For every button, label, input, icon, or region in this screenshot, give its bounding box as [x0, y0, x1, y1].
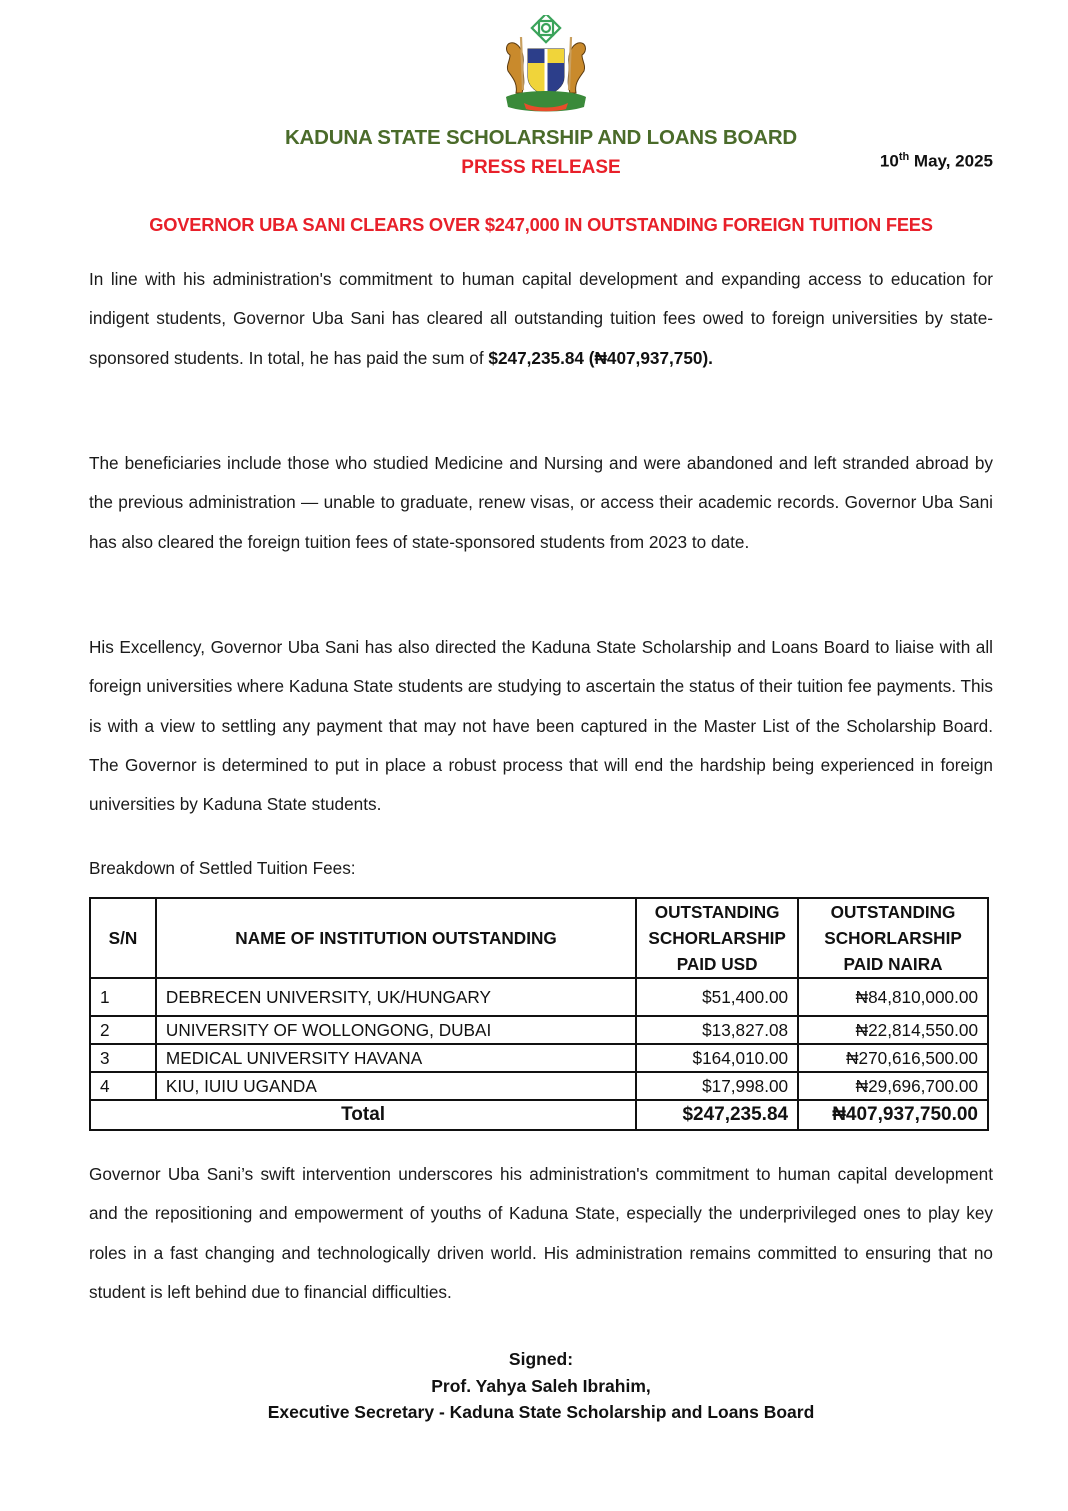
cell-institution: UNIVERSITY OF WOLLONGONG, DUBAI	[156, 1016, 636, 1044]
document-type-label: PRESS RELEASE	[461, 157, 621, 178]
cell-institution: KIU, IUIU UGANDA	[156, 1072, 636, 1100]
header-usd-line3: PAID USD	[676, 954, 758, 974]
cell-usd: $51,400.00	[636, 978, 798, 1016]
table-row	[90, 1044, 988, 1072]
paragraph-intro	[89, 260, 993, 378]
header-usd	[636, 898, 798, 978]
signatory-title: Executive Secretary - Kaduna State Scholarship and Loans Board	[267, 1402, 815, 1422]
header-usd-line1: OUTSTANDING	[654, 902, 780, 922]
table-row	[90, 978, 988, 1016]
header-naira-line1: OUTSTANDING	[830, 902, 956, 922]
paragraph-closing: Governor Uba Sani’s swift intervention underscores his administration's commitment to human capital development and the repositioning and empowerment of youths of Kaduna State, especially the underprivileged ones to play key roles in a fast changing and technologically driven world. His administration remains committed to ensuring that no student is left behind due to financial difficulties.	[89, 1164, 993, 1302]
cell-usd: $17,998.00	[636, 1072, 798, 1100]
cell-naira: ₦29,696,700.00	[798, 1072, 988, 1100]
header-usd-line2: SCHORLARSHIP	[648, 928, 786, 948]
signature-block	[0, 1346, 1068, 1426]
header-institution: NAME OF INSTITUTION OUTSTANDING	[156, 898, 636, 978]
cell-institution: DEBRECEN UNIVERSITY, UK/HUNGARY	[156, 978, 636, 1016]
headline: GOVERNOR UBA SANI CLEARS OVER $247,000 IN OUTSTANDING FOREIGN TUITION FEES	[149, 214, 933, 235]
header-naira-line2: SCHORLARSHIP	[824, 928, 962, 948]
date-month-year: May, 2025	[909, 151, 993, 171]
total-usd: $247,235.84	[636, 1100, 798, 1130]
cell-sn: 2	[90, 1016, 156, 1044]
header-sn: S/N	[90, 898, 156, 978]
release-date	[880, 151, 993, 172]
date-suffix: th	[898, 151, 910, 163]
paragraph-beneficiaries: The beneficiaries include those who studied Medicine and Nursing and were abandoned and left stranded abroad by the previous administration — unable to graduate, renew visas, or access their academic records. Governor Uba Sani has also cleared the foreign tuition fees of state-sponsored students from 2023 to date.	[89, 453, 993, 552]
signed-label: Signed:	[508, 1349, 574, 1369]
signatory-name: Prof. Yahya Saleh Ibrahim,	[431, 1375, 651, 1396]
fees-table	[89, 897, 989, 1131]
cell-naira: ₦84,810,000.00	[798, 978, 988, 1016]
cell-naira: ₦270,616,500.00	[798, 1044, 988, 1072]
paragraph-intro-text: In line with his administration's commitment to human capital development and expanding access to education for indigent students, Governor Uba Sani has cleared all outstanding tuition fees owed to foreign universities by state-sponsored students. In total, he has paid the sum of	[89, 269, 993, 368]
total-label: Total	[90, 1100, 636, 1130]
cell-usd: $164,010.00	[636, 1044, 798, 1072]
cell-sn: 4	[90, 1072, 156, 1100]
table-total-row	[90, 1100, 988, 1130]
cell-sn: 1	[90, 978, 156, 1016]
coat-of-arms-icon	[496, 15, 596, 115]
cell-sn: 3	[90, 1044, 156, 1072]
date-day: 10	[879, 151, 899, 171]
header-naira-line3: PAID NAIRA	[843, 954, 943, 974]
total-amount-highlight: $247,235.84 (₦407,937,750).	[488, 347, 713, 368]
cell-usd: $13,827.08	[636, 1016, 798, 1044]
header-naira	[798, 898, 988, 978]
paragraph-directive: His Excellency, Governor Uba Sani has also directed the Kaduna State Scholarship and Loans Board to liaise with all foreign universities where Kaduna State students are studying to ascertain the status of their tuition fee payments. This is with a view to settling any payment that may not have been captured in the Master List of the Scholarship Board. The Governor is determined to put in place a robust process that will end the hardship being experienced in foreign universities by Kaduna State students.	[89, 637, 993, 815]
total-naira: ₦407,937,750.00	[798, 1100, 988, 1130]
cell-naira: ₦22,814,550.00	[798, 1016, 988, 1044]
cell-institution: MEDICAL UNIVERSITY HAVANA	[156, 1044, 636, 1072]
table-header-row	[90, 898, 988, 978]
table-caption: Breakdown of Settled Tuition Fees:	[89, 858, 356, 878]
table-row	[90, 1016, 988, 1044]
table-row	[90, 1072, 988, 1100]
organization-title: KADUNA STATE SCHOLARSHIP AND LOANS BOARD	[284, 126, 798, 149]
